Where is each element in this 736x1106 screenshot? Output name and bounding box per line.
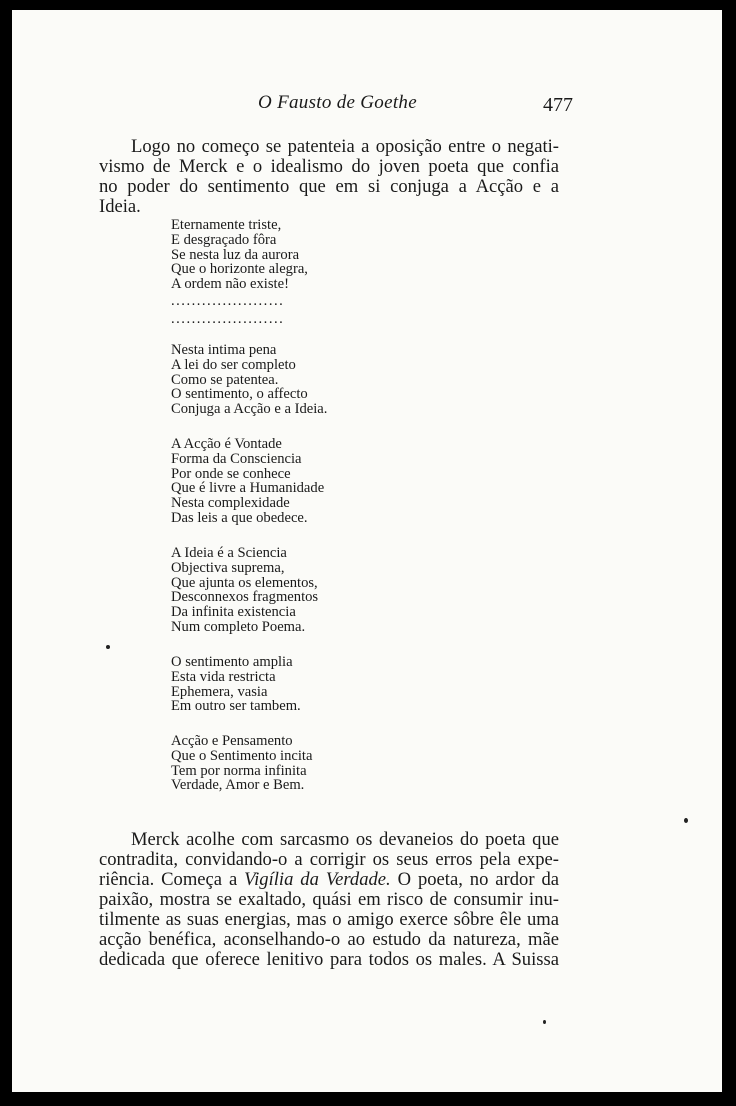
verse-line: Que o Sentimento incita	[171, 747, 313, 764]
paragraph-line: dedicada que oferece lenitivo para todos os males. A Suissa	[99, 949, 559, 970]
paragraph-opening	[99, 137, 559, 217]
poem-stanza-6	[171, 734, 312, 793]
verse-line: O sentimento amplia	[171, 654, 293, 670]
italic-title: Vigília da Verdade.	[244, 869, 391, 890]
paragraph-merck	[99, 830, 559, 970]
poem-stanza-3	[171, 437, 324, 526]
verse-line: O sentimento, o affecto	[171, 386, 308, 403]
verse-line: Se nesta luz da aurora	[171, 246, 300, 263]
verse-line: Nesta complexidade	[171, 495, 290, 512]
verse-line: E desgraçado fôra	[171, 231, 277, 248]
verse-line: A Ideia é a Sciencia	[171, 545, 287, 561]
ellipsis-line: ......................	[171, 292, 285, 309]
verse-line: Acção e Pensamento	[171, 733, 293, 749]
ellipsis-line: ......................	[171, 310, 285, 327]
verse-line: Num completo Poema.	[171, 618, 306, 635]
paragraph-line: Logo no começo se patenteia a oposição entre o negati-	[131, 136, 559, 157]
ink-speck	[106, 645, 110, 649]
text-run: O poeta, no ardor da	[390, 869, 559, 890]
paragraph-line: no poder do sentimento que em si conjuga a Acção e a	[99, 176, 559, 197]
paragraph-line: contradita, convidando-o a corrigir os seus erros pela expe-	[99, 849, 559, 870]
verse-line: Como se patentea.	[171, 371, 279, 388]
verse-line: Desconnexos fragmentos	[171, 589, 319, 606]
verse-line: Eternamente triste,	[171, 217, 282, 233]
verse-line: A ordem não existe!	[171, 276, 289, 293]
paragraph-line: acção benéfica, aconselhando-o ao estudo da natureza, mãe	[99, 929, 559, 950]
paragraph-line: tilmente as suas energias, mas o amigo exerce sôbre êle uma	[99, 909, 559, 930]
verse-line: A lei do ser completo	[171, 356, 296, 373]
verse-line: Conjuga a Acção e a Ideia.	[171, 401, 328, 418]
verse-line: Por onde se conhece	[171, 465, 291, 482]
running-title: O Fausto de Goethe	[258, 92, 417, 113]
ink-speck	[543, 1020, 546, 1024]
paragraph-line	[99, 870, 559, 890]
page-header	[12, 92, 722, 122]
verse-line: Que é livre a Humanidade	[171, 480, 325, 497]
verse-line: A Acção é Vontade	[171, 436, 282, 452]
verse-line: Que ajunta os elementos,	[171, 574, 318, 591]
paragraph-line: vismo de Merck e o idealismo do joven poeta que confia	[99, 156, 559, 177]
verse-line: Tem por norma infinita	[171, 762, 307, 779]
verse-line: Nesta intima pena	[171, 342, 277, 358]
ink-speck	[684, 818, 688, 823]
book-page	[12, 10, 722, 1092]
verse-line: Que o horizonte alegra,	[171, 261, 308, 278]
poem-stanza-2	[171, 343, 327, 417]
paragraph-line: Ideia.	[99, 196, 141, 217]
verse-line: Objectiva suprema,	[171, 559, 285, 576]
verse-line: Em outro ser tambem.	[171, 698, 301, 715]
verse-line: Forma da Consciencia	[171, 450, 302, 467]
poem-stanza-1	[171, 218, 308, 327]
poem-stanza-5	[171, 655, 301, 714]
page-number: 477	[543, 94, 573, 116]
paragraph-line: Merck acolhe com sarcasmo os devaneios do poeta que	[131, 829, 559, 850]
verse-line: Das leis a que obedece.	[171, 509, 308, 526]
poem-stanza-4	[171, 546, 318, 635]
verse-line: Esta vida restricta	[171, 668, 276, 685]
text-run: riência. Começa a	[99, 869, 245, 890]
verse-line: Da infinita existencia	[171, 604, 296, 621]
verse-line: Verdade, Amor e Bem.	[171, 777, 305, 794]
verse-line: Ephemera, vasia	[171, 683, 268, 700]
paragraph-line: paixão, mostra se exaltado, quási em risco de consumir inu-	[99, 889, 559, 910]
